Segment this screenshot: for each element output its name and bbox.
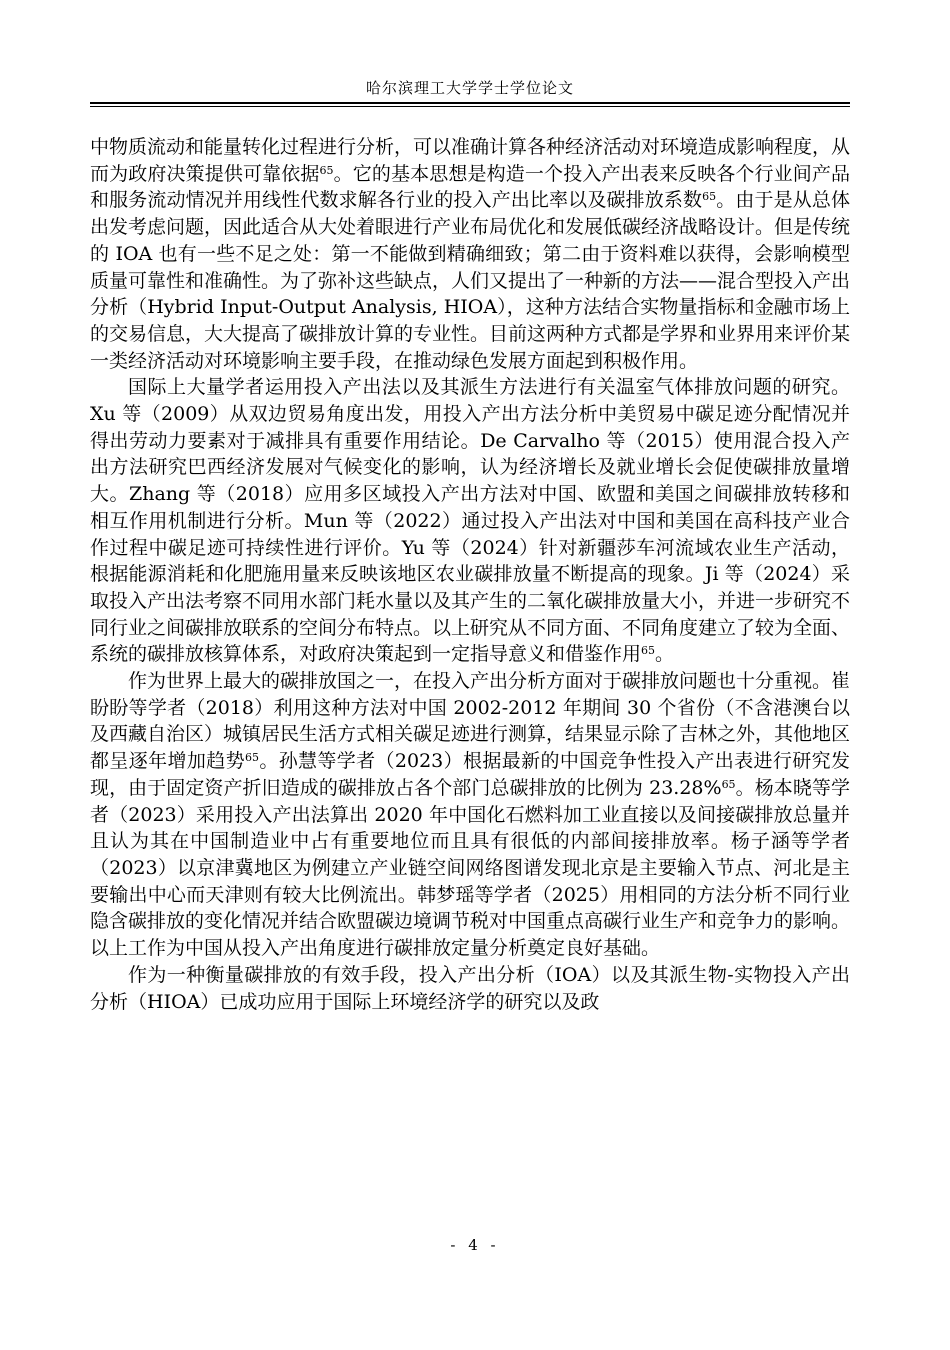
running-header: 哈尔滨理工大学学士学位论文 [365,79,574,97]
paragraph [90,668,850,962]
paragraph [90,962,850,1015]
text-run: 作为一种衡量碳排放的有效手段，投入产出分析（IOA）以及其派生物-实物投入产出分析（HIOA）已成功应用于国际上环境经济学的研究以及政 [90,963,850,1013]
citation-superscript: 65 [641,644,656,658]
text-run: 。 [655,643,675,666]
text-run: 。杨本晓等学者（2023）采用投入产出法算出 2020 年中国化石燃料加工业直接以及间接碳排放总量并且认为其在中国制造业中占有重要地位而且具有很低的内部间接排放率。杨子涵等学者（2023）以京津冀地区为例建立产业链空间网络图谱发现北京是主要输入节点、河北是主要输出中心而天津则有较大比例流出。韩梦瑶等学者（2025）用相同的方法分析不同行业隐含碳排放的变化情况并结合欧盟碳边境调节税对中国重点高碳行业生产和竞争力的影响。以上工作为中国从投入产出角度进行碳排放定量分析奠定良好基础。 [90,776,851,960]
paragraph [90,374,850,668]
header-rule-thin [90,106,850,107]
text-run: 中物质流动和能量转化过程进行分析，可以准确计算各种经济活动对环境造成影响程度，从而为政府决策提供可靠依据 [90,136,851,185]
text-run: 。由于是从总体出发考虑问题，因此适合从大处着眼进行产业布局优化和发展低碳经济战略设计。但是传统的 IOA 也有一些不足之处：第一不能做到精确细致；第二由于资料难以获得，会影响模型质量可靠性和准确性。为了弥补这些缺点，人们又提出了一种新的方法——混合型投入产出分析（Hybrid Input-Output Analysis, HIOA），这种方法结合实物量指标和金融市场上的交易信息，大大提高了碳排放计算的专业性。目前这两种方式都是学界和业界用来评价某一类经济活动对环境影响主要手段，在推动绿色发展方面起到积极作用。 [90,189,851,372]
text-run: 。它的基本思想是构造一个投入产出表来反映各个行业间产品和服务流动情况并用线性代数求解各行业的投入产出比率以及碳排放系数 [90,162,850,212]
citation-superscript: 65 [702,190,717,204]
text-run: 。孙慧等学者（2023）根据最新的中国竞争性投入产出表进行研究发现，由于固定资产折旧造成的碳排放占各个部门总碳排放的比例为 23.28% [90,750,850,799]
body-text [90,134,850,1015]
header-rule-thick [90,102,850,104]
page-number: - 4 - [450,1236,500,1254]
text-run: 作为世界上最大的碳排放国之一，在投入产出分析方面对于碳排放问题也十分重视。崔盼盼等学者（2018）利用这种方法对中国 2002-2012 年期间 30 个省份（不含港澳台以及西藏自治区）城镇居民生活方式相关碳足迹进行测算，结果显示除了吉林之外，其他地区都呈逐年增加趋势 [90,670,851,773]
citation-superscript: 65 [319,163,334,177]
citation-superscript: 65 [244,751,259,765]
citation-superscript: 65 [721,777,736,791]
text-run: 国际上大量学者运用投入产出法以及其派生方法进行有关温室气体排放问题的研究。Xu 等（2009）从双边贸易角度出发，用投入产出方法分析中美贸易中碳足迹分配情况并得出劳动力要素对于减排具有重要作用结论。De Carvalho 等（2015）使用混合投入产出方法研究巴西经济发展对气候变化的影响，认为经济增长及就业增长会促使碳排放量增大。Zhang 等（2018）应用多区域投入产出方法对中国、欧盟和美国之间碳排放转移和相互作用机制进行分析。Mun 等（2022）通过投入产出法对中国和美国在高科技产业合作过程中碳足迹可持续性进行评价。Yu 等（2024）针对新疆莎车河流域农业生产活动，根据能源消耗和化肥施用量来反映该地区农业碳排放量不断提高的现象。Ji 等（2024）采取投入产出法考察不同用水部门耗水量以及其产生的二氧化碳排放量大小，并进一步研究不同行业之间碳排放联系的空间分布特点。以上研究从不同方面、不同角度建立了较为全面、系统的碳排放核算体系，对政府决策起到一定指导意义和借鉴作用 [90,376,851,666]
paragraph [90,134,850,374]
